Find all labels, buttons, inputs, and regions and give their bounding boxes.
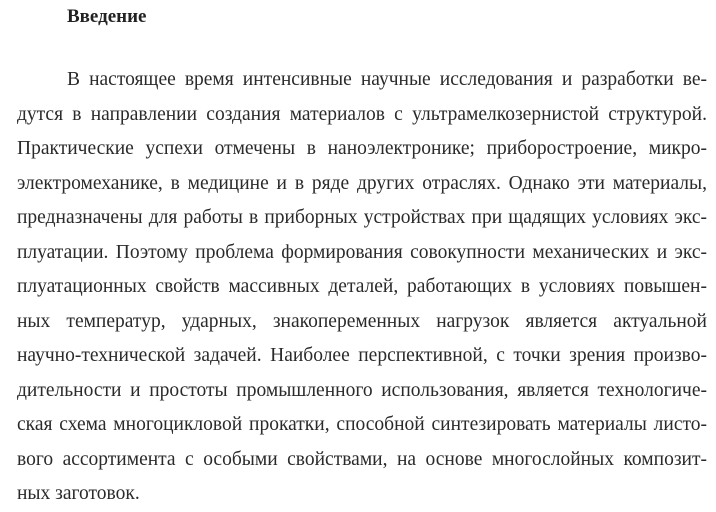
paragraph-line: плуатационных свойств массивных деталей, работающих в условиях повышен- — [17, 276, 707, 297]
paragraph-line: электромеханике, в медицине и в ряде других отраслях. Однако эти материалы, — [17, 172, 707, 194]
paragraph-line: предназначены для работы в приборных устройствах при щадящих условиях экс- — [17, 207, 707, 228]
paragraph-line: дутся в направлении создания материалов с ультрамелкозернистой структурой. — [17, 103, 707, 125]
paragraph-line: дительности и простоты промышленного использования, является технологиче- — [17, 379, 707, 401]
paragraph-line: научно-технической задачей. Наиболее перспективной, с точки зрения произво- — [17, 345, 707, 366]
paragraph-line: ных температур, ударных, знакопеременных нагрузок является актуальной — [17, 310, 707, 332]
section-heading: Введение — [67, 6, 147, 27]
paragraph-line: В настоящее время интенсивные научные исследования и разработки ве- — [67, 69, 707, 90]
body-paragraph — [17, 63, 707, 512]
paragraph-line: ных заготовок. — [17, 483, 140, 504]
paragraph-line: вого ассортимента с особыми свойствами, на основе многослойных композит- — [17, 448, 707, 470]
paragraph-line: плуатации. Поэтому проблема формирования совокупности механических и экс- — [17, 241, 707, 263]
paragraph-line: ская схема многоцикловой прокатки, способной синтезировать материалы листо- — [17, 414, 707, 435]
paragraph-line: Практические успехи отмечены в наноэлектронике; приборостроение, микро- — [17, 138, 707, 159]
